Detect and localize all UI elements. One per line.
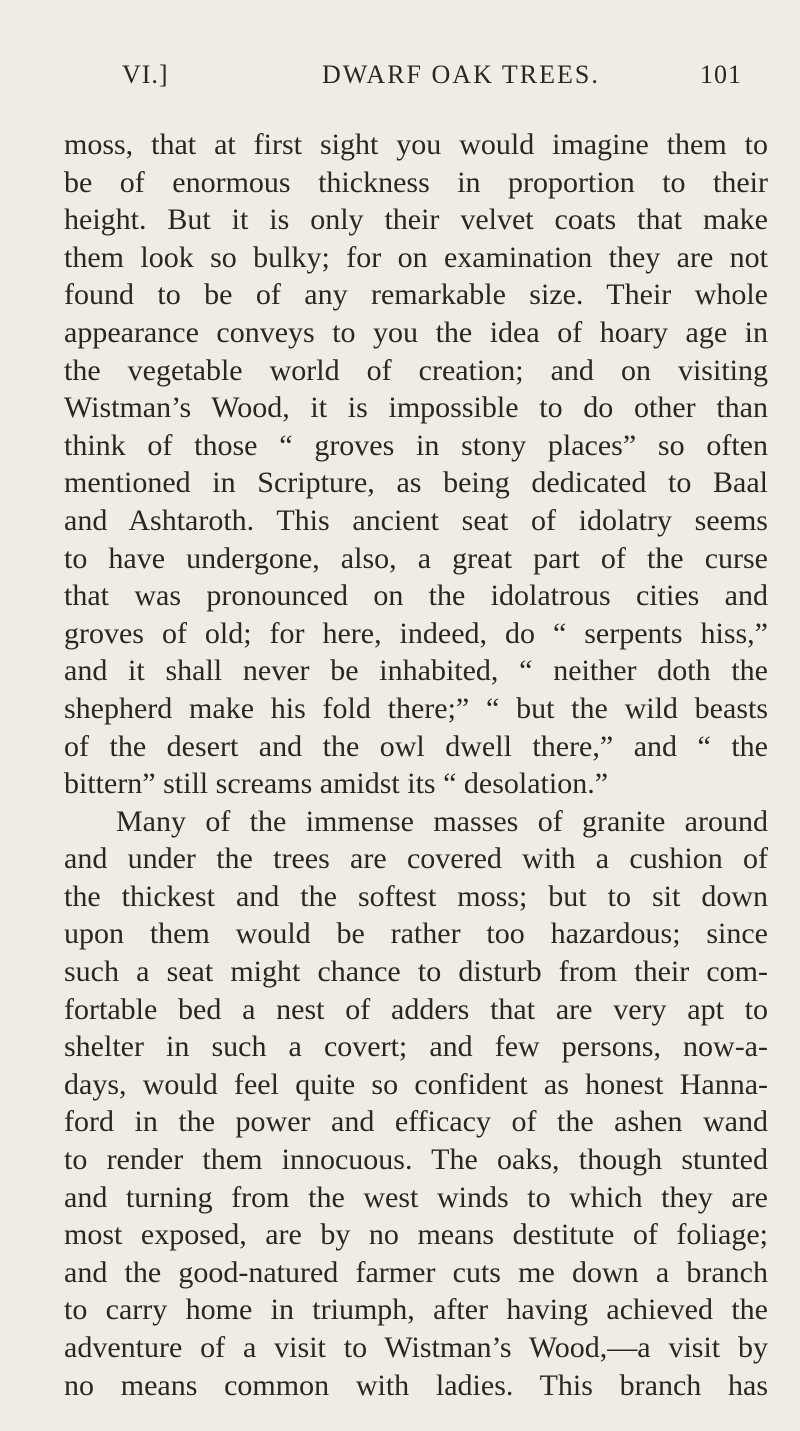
running-head	[64, 60, 768, 126]
text-line: Wistman’s Wood, it is impossible to do other than	[64, 391, 768, 425]
text-line: adventure of a visit to Wistman’s Wood,—a visit by	[64, 1331, 768, 1364]
text-line: to have undergone, also, a great part of the curse	[64, 541, 768, 575]
text-line: to carry home in triumph, after having achieved the	[64, 1293, 768, 1327]
text-line: the vegetable world of creation; and on visiting	[64, 353, 768, 387]
text-line: days, would feel quite so confident as honest Hanna-	[64, 1067, 768, 1101]
text-line: such a seat might chance to disturb from their com-	[64, 955, 768, 989]
text-line: to render them innocuous. The oaks, though stunted	[64, 1143, 768, 1177]
text-line: shelter in such a covert; and few persons, now-a-	[64, 1030, 768, 1064]
text-line: shepherd make his fold there;” “ but the wild beasts	[64, 691, 768, 725]
text-line: groves of old; for here, indeed, do “ serpents hiss,”	[64, 616, 768, 650]
text-line: them look so bulky; for on examination they are not	[64, 240, 768, 274]
text-line: that was pronounced on the idolatrous cities and	[64, 579, 768, 613]
text-line: of the desert and the owl dwell there,” and “ the	[64, 729, 768, 763]
text-line: appearance conveys to you the idea of hoary age in	[64, 315, 768, 349]
paragraph-2	[64, 803, 768, 1405]
text-line: Many of the immense masses of granite around	[116, 804, 768, 838]
running-head-section: VI.]	[122, 60, 169, 89]
page-number: 101	[700, 60, 742, 89]
text-line: height. But it is only their velvet coats that make	[64, 203, 768, 237]
text-line: fortable bed a nest of adders that are very apt to	[64, 992, 768, 1026]
text-line: and it shall never be inhabited, “ neither doth the	[64, 654, 768, 688]
text-line: and the good-natured farmer cuts me down a branch	[64, 1255, 768, 1289]
text-line: upon them would be rather too hazardous; since	[64, 917, 768, 951]
text-line: ford in the power and efficacy of the ashen wand	[64, 1105, 768, 1139]
text-line: think of those “ groves in stony places” so often	[64, 428, 768, 462]
paragraph-1	[64, 126, 768, 803]
text-line: mentioned in Scripture, as being dedicated to Baal	[64, 466, 768, 500]
text-line: the thickest and the softest moss; but to sit down	[64, 879, 768, 913]
text-line: most exposed, are by no means destitute of foliage;	[64, 1218, 768, 1252]
text-line: bittern” still screams amidst its “ desolation.”	[64, 767, 609, 801]
text-line: and Ashtaroth. This ancient seat of idolatry seems	[64, 503, 768, 537]
body-text	[64, 126, 768, 1404]
text-line: be of enormous thickness in proportion to their	[64, 165, 768, 199]
text-line: found to be of any remarkable size. Their whole	[64, 278, 768, 312]
running-head-title: DWARF OAK TREES.	[322, 60, 600, 89]
text-line: and turning from the west winds to which they are	[64, 1180, 768, 1214]
text-line: moss, that at first sight you would imagine them to	[64, 128, 768, 161]
text-line: and under the trees are covered with a cushion of	[64, 842, 768, 876]
text-line: no means common with ladies. This branch has	[64, 1368, 768, 1402]
